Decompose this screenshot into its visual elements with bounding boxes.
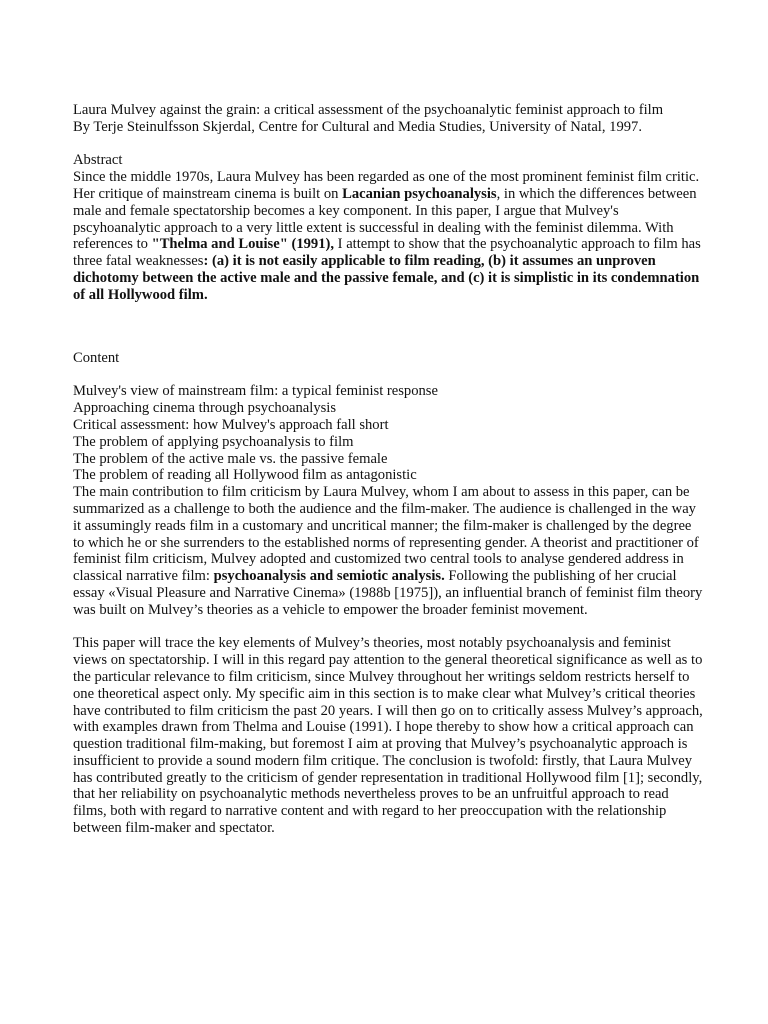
body-text-1b: Following the publishing of her crucial essay «Visual Pleasure and Narrative Cinema» (1988b [1975]), an influential branch of feminist film theory was built on Mulvey’s theories as a vehicle to empower the broader feminist movement. — [73, 568, 703, 618]
abstract-text-2: , in which the differences between male and female spectatorship becomes a key component. In this paper, I argue that Mulvey's pscyhoanalytic approach to a very little extent is successful in dealing with the feminist dilemma. With references to — [73, 185, 697, 253]
contents-heading: Content — [73, 349, 120, 366]
document-page — [73, 102, 703, 837]
abstract-text-1: Since the middle 1970s, Laura Mulvey has been regarded as one of the most prominent feminist film critic. Her critique of mainstream cinema is built on — [73, 169, 700, 202]
abstract-bold-3: : (a) it is not easily applicable to film reading, (b) it assumes an unproven dichotomy between the active male and the passive female, and (c) it is simplistic in its condemnation of all Hollywood film. — [73, 253, 700, 303]
abstract-bold-1: Lacanian psychoanalysis — [342, 185, 497, 202]
abstract-paragraph — [73, 169, 703, 303]
spacer — [73, 366, 703, 383]
contents-item[interactable]: The problem of reading all Hollywood film as antagonistic — [73, 467, 417, 484]
abstract-text-3: I attempt to show that the psychoanalytic approach to film has three fatal weaknesses — [73, 236, 701, 270]
abstract-bold-2: "Thelma and Louise" (1991), — [151, 236, 335, 253]
document-byline: By Terje Steinulfsson Skjerdal, Centre for Cultural and Media Studies, University of Natal, 1997. — [73, 118, 642, 135]
contents-item[interactable]: Critical assessment: how Mulvey's approach fall short — [73, 416, 389, 433]
body-paragraph-2: This paper will trace the key elements of Mulvey’s theories, most notably psychoanalysis and feminist views on spectatorship. I will in this regard pay attention to the general theoretical significance as well as to the particular relevance to film criticism, since Mulvey throughout her writings seldom restricts herself to one theoretical aspect only. My specific aim in this section is to make clear what Mulvey’s critical theories have contributed to film criticism the past 20 years. I will then go on to critically assess Mulvey’s approach, with examples drawn from Thelma and Louise (1991). I hope thereby to show how a critical approach can question traditional film-making, but foremost I aim at proving that Mulvey’s psychoanalytic approach is insufficient to provide a sound modern film critique. The conclusion is twofold: firstly, that Laura Mulvey has contributed greatly to the criticism of gender representation in traditional Hollywood film [1]; secondly, that her reliability on psychoanalytic methods nevertheless proves to be an unfruitful approach to read films, both with regard to narrative content and with regard to her preoccupation with the relationship between film-maker and spectator. — [73, 635, 703, 837]
contents-list — [73, 383, 703, 484]
body-bold-1: psychoanalysis and semiotic analysis. — [213, 568, 445, 585]
contents-item[interactable]: The problem of applying psychoanalysis to film — [73, 433, 354, 450]
spacer — [73, 136, 703, 153]
spacer — [73, 619, 703, 636]
abstract-heading: Abstract — [73, 152, 123, 169]
contents-item[interactable]: Mulvey's view of mainstream film: a typical feminist response — [73, 383, 438, 400]
spacer — [73, 304, 703, 350]
body-paragraph-1 — [73, 484, 703, 618]
contents-item[interactable]: Approaching cinema through psychoanalysis — [73, 400, 337, 417]
body-text-1a: The main contribution to film criticism by Laura Mulvey, whom I am about to assess in this paper, can be summarized as a challenge to both the audience and the film-maker. The audience is challenged in the way it assumingly reads film in a customary and uncritical manner; the film-maker is challenged by the degree to which he or she surrenders to the established norms of representing gender. A theorist and practitioner of feminist film criticism, Mulvey adopted and customized two central tools to analyse gendered address in classical narrative film: — [73, 484, 699, 585]
document-title: Laura Mulvey against the grain: a critical assessment of the psychoanalytic feminist approach to film — [73, 102, 664, 118]
contents-item[interactable]: The problem of the active male vs. the passive female — [73, 450, 388, 467]
